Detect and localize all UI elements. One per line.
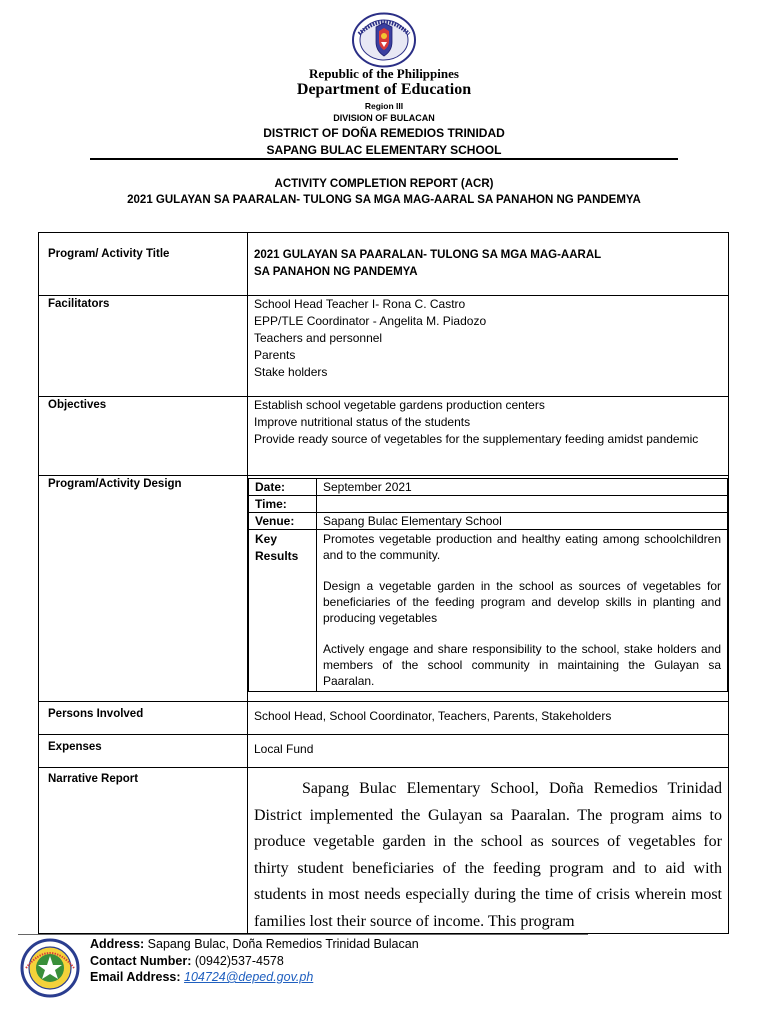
facilitators-label-text: Facilitators [48,298,110,310]
design-label [39,476,248,702]
republic-heading: Republic of the Philippines [309,66,459,81]
narrative-paragraph [248,768,728,931]
venue-label: Venue: [249,513,317,530]
table-row [39,296,729,397]
program-value [248,233,729,296]
design-label-text: Program/Activity Design [48,478,182,490]
narrative-text: Sapang Bulac Elementary School, Doña Remedios Trinidad District implemented the Gulayan sa Paaralan. The program aims to produce vegetable garden in the school as sources of vegetables for thirty student beneficiaries of the feeding program and to aid with students in most needs especially during the time of crisis wherein most families lost their source of income. This program [254,780,722,930]
list-item: Teachers and personnel [254,331,383,345]
table-row [249,496,728,513]
expenses-value [248,735,729,768]
time-value [317,496,728,513]
division-heading: DIVISION OF BULACAN [333,113,435,123]
address-value: Sapang Bulac, Doña Remedios Trinidad Bulacan [144,937,419,951]
department-heading: Department of Education [296,81,472,98]
narrative-value [248,768,729,934]
program-title-line: 2021 GULAYAN SA PAARALAN- TULONG SA MGA MAG-AARAL [254,249,602,261]
key-results-label-line: Key [255,532,278,546]
table-row [39,735,729,768]
address-label: Address: [90,937,145,951]
facilitators-value [248,296,729,397]
contact-label: Contact Number: [90,953,192,968]
objectives-label [39,397,248,476]
header-divider [90,158,678,160]
table-row [249,513,728,530]
footer-email [90,969,419,986]
venue-value: Sapang Bulac Elementary School [317,513,728,530]
table-row [249,530,728,692]
email-label: Email Address: [90,970,181,984]
key-result-item: Design a vegetable garden in the school as sources of vegetables for beneficiaries of the feeding program and develop skills in planting and producing vegetables [323,579,721,625]
list-item: Stake holders [254,365,328,379]
list-item: EPP/TLE Coordinator - Angelita M. Piadozo [254,314,487,328]
report-subtitle: 2021 GULAYAN SA PAARALAN- TULONG SA MGA MAG-AARAL SA PANAHON NG PANDEMYA [127,194,641,206]
time-label: Time: [249,496,317,513]
facilitators-label [39,296,248,397]
report-title: ACTIVITY COMPLETION REPORT (ACR) [274,178,494,190]
school-logo [20,938,80,998]
table-row [39,233,729,296]
objectives-value [248,397,729,476]
table-row [39,397,729,476]
persons-text: School Head, School Coordinator, Teachers, Parents, Stakeholders [254,709,612,723]
table-row [39,768,729,934]
list-item: Parents [254,348,296,362]
date-label: Date: [249,479,317,496]
expenses-label: Expenses [39,735,248,768]
region-heading: Region III [364,101,404,111]
contact-value: (0942)537-4578 [191,953,284,968]
deped-seal-logo [351,12,417,68]
list-item: Improve nutritional status of the students [254,415,471,429]
program-label: Program/ Activity Title [39,233,248,296]
table-row [39,702,729,735]
objectives-label-text: Objectives [48,399,107,411]
expenses-text: Local Fund [254,742,314,756]
footer-contact [90,936,419,986]
key-result-item: Promotes vegetable production and healthy eating among schoolchildren and to the community. [323,532,721,562]
email-link[interactable]: 104724@deped.gov.ph [184,970,314,984]
footer-address [90,936,419,953]
key-results-label-line: Results [255,549,299,563]
acr-table [38,232,729,934]
footer-contact-number [90,953,419,970]
key-result-item: Actively engage and share responsibility to the school, stake holders and members of the school community in maintaining the Gulayan sa Paaralan. [323,642,721,688]
program-title-line: SA PANAHON NG PANDEMYA [254,266,418,278]
list-item: Establish school vegetable gardens production centers [254,398,545,412]
design-table [248,478,728,692]
date-value: September 2021 [317,479,728,496]
footer-divider [18,934,588,935]
key-results-value [317,530,728,692]
table-row [39,476,729,702]
persons-label: Persons Involved [39,702,248,735]
district-heading: DISTRICT OF DOÑA REMEDIOS TRINIDAD [263,126,505,140]
design-value [248,476,729,702]
school-heading: SAPANG BULAC ELEMENTARY SCHOOL [266,143,502,157]
key-results-label [249,530,317,692]
list-item: School Head Teacher I- Rona C. Castro [254,297,466,311]
list-item: Provide ready source of vegetables for the supplementary feeding amidst pandemic [254,432,699,446]
persons-value [248,702,729,735]
table-row [249,479,728,496]
narrative-label: Narrative Report [39,768,248,934]
